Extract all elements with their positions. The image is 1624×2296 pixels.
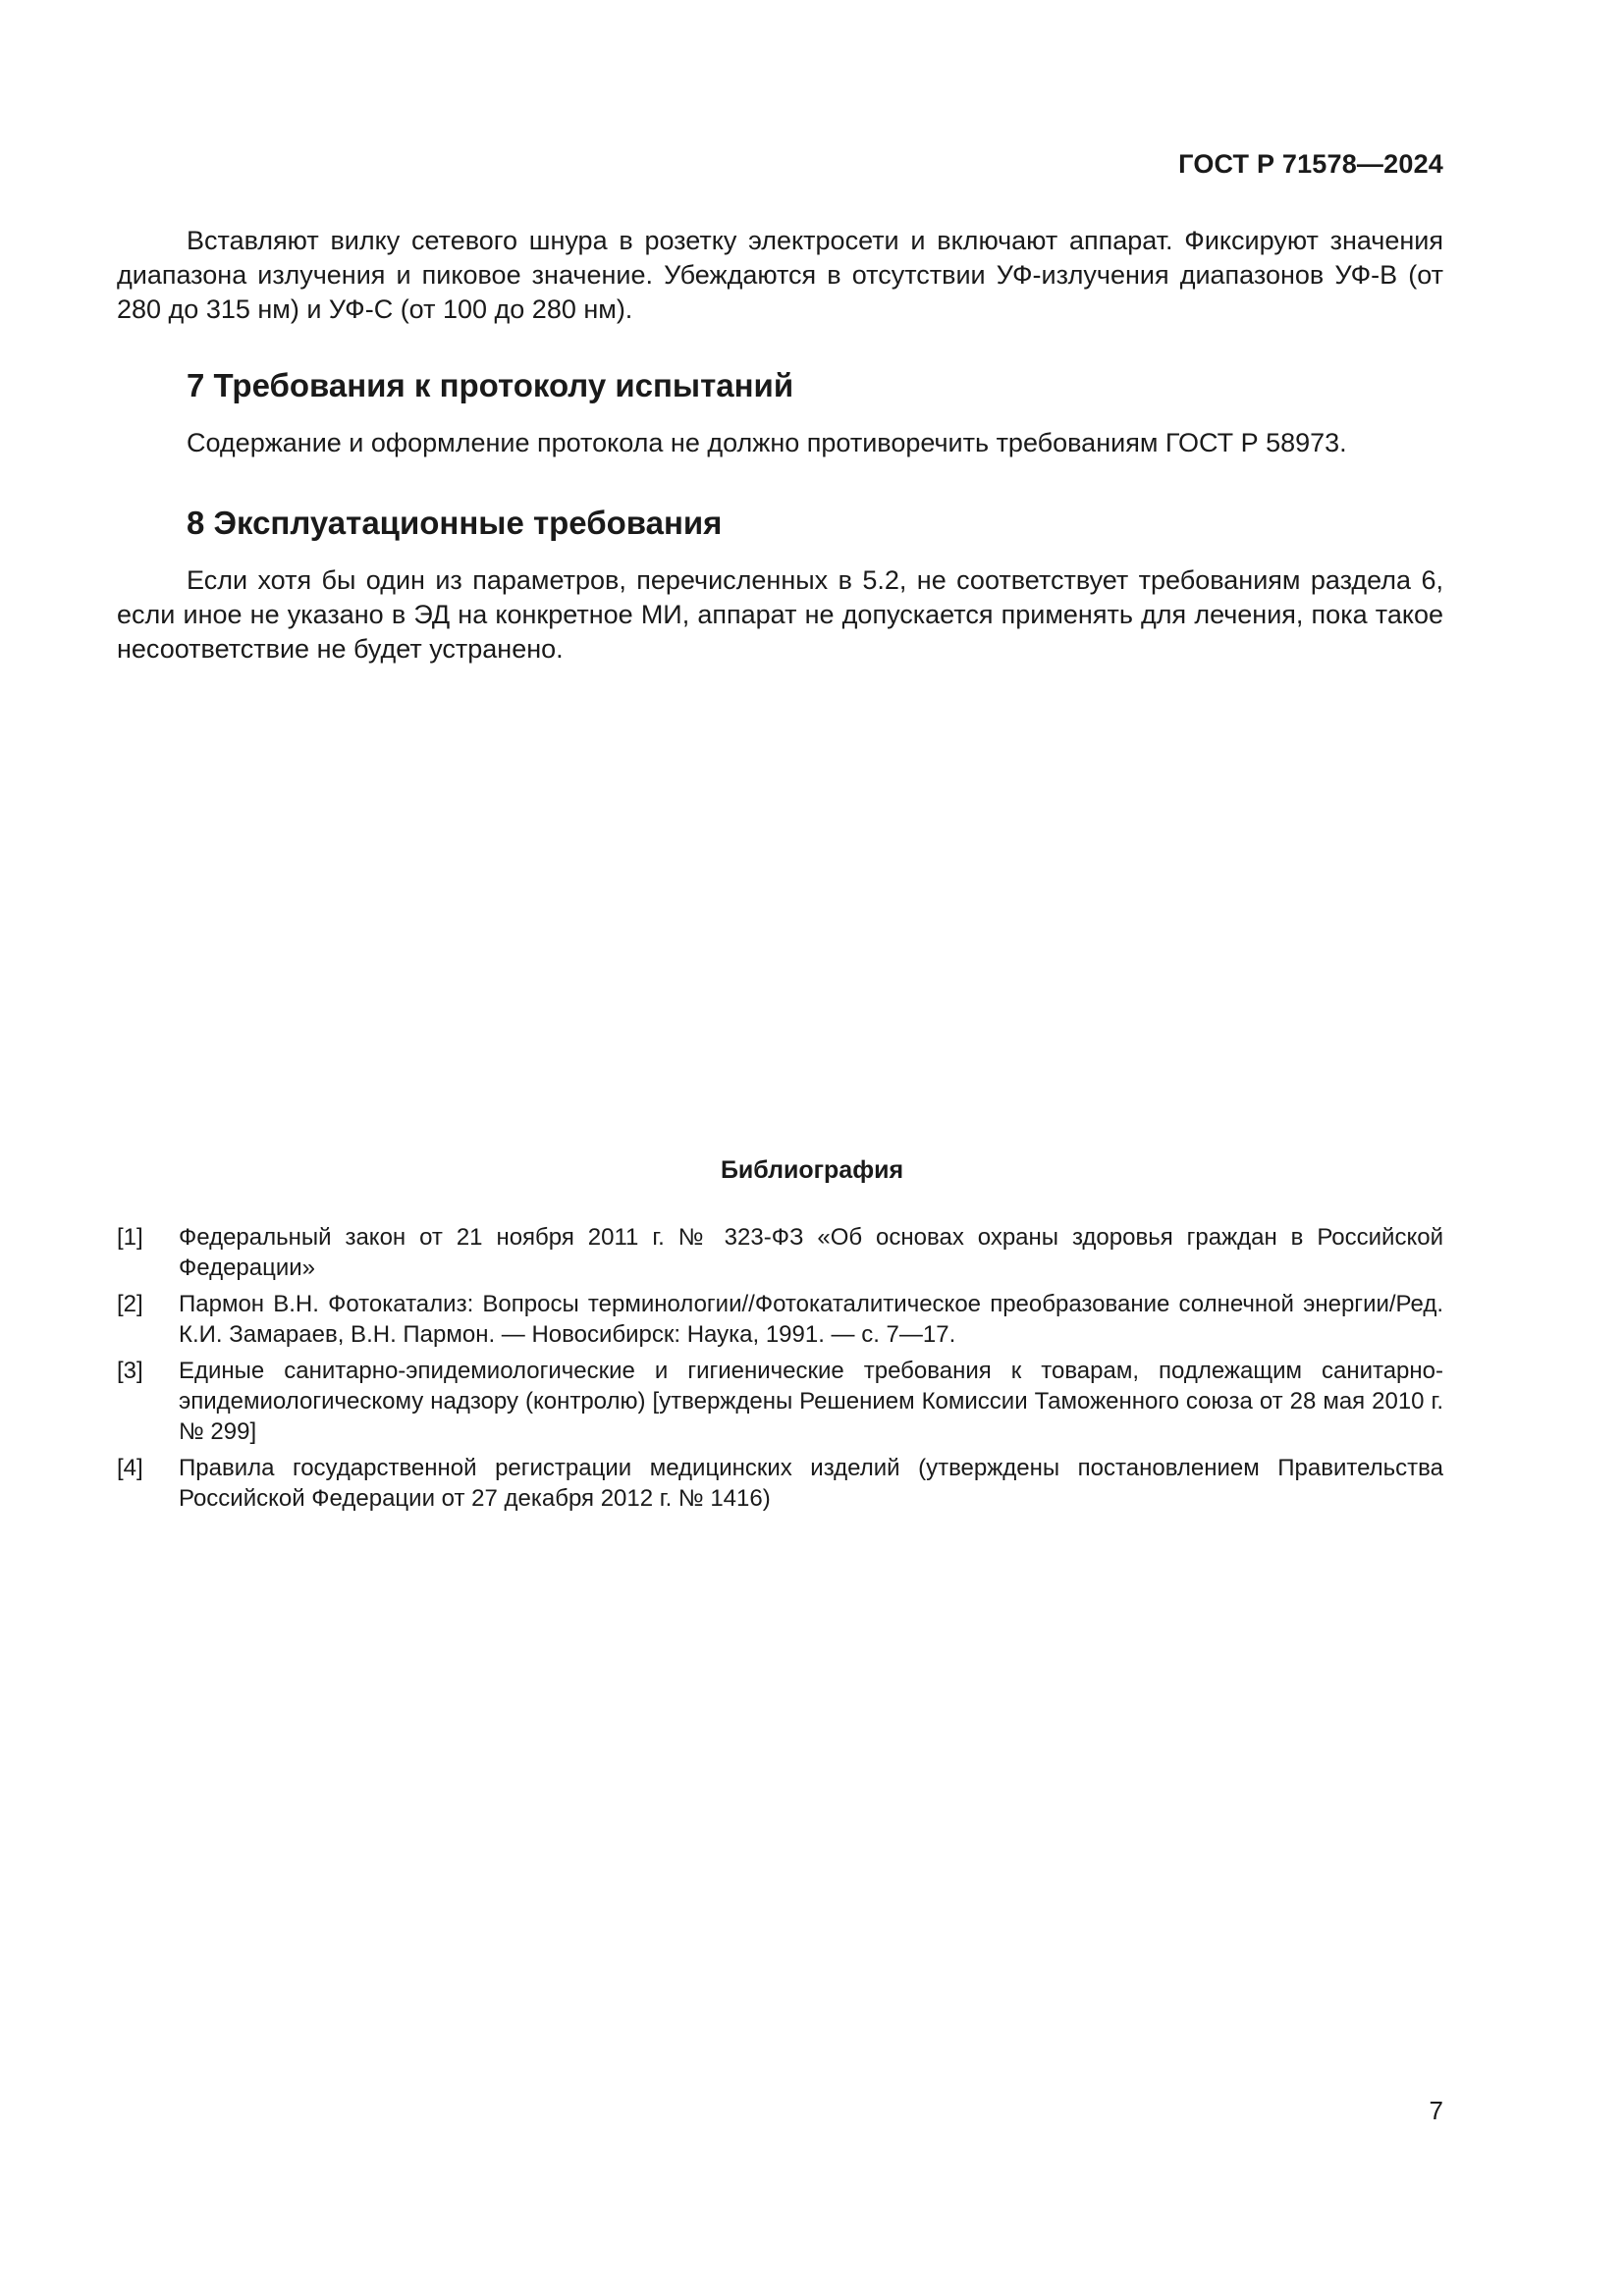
page-number: 7 (1429, 2096, 1443, 2125)
bibliography-item (117, 1222, 1443, 1283)
bibliography-item-number: [4] (117, 1455, 143, 1481)
section-8-paragraph: Если хотя бы один из параметров, перечисленных в 5.2, не соответствует требованиям раздела 6, если иное не указано в ЭД на конкретное МИ, аппарат не допускается применять для лечения, пока такое несоответствие не будет устранено. (117, 565, 1443, 664)
bibliography-item (117, 1356, 1443, 1447)
bibliography-item-text: Единые санитарно-эпидемиологические и гигиенические требования к товарам, подлежащим санитарно-эпидемиологическому надзору (контролю) [утверждены Решением Комиссии Таможенного союза от 28 мая 2010 г. № 299] (179, 1358, 1443, 1445)
bibliography-title: Библиография (720, 1156, 904, 1184)
bibliography-item-text: Пармон В.Н. Фотокатализ: Вопросы терминологии//Фотокаталитическое преобразование солнечной энергии/Ред. К.И. Замараев, В.Н. Пармон. — Новосибирск: Наука, 1991. — с. 7—17. (179, 1291, 1443, 1348)
bibliography-item-number: [3] (117, 1358, 143, 1384)
section-7-heading: 7 Требования к протоколу испытаний (187, 367, 794, 403)
section-8 (117, 504, 1443, 543)
bibliography-item-number: [2] (117, 1291, 143, 1317)
document-code-header: ГОСТ Р 71578—2024 (1178, 149, 1443, 179)
bibliography-item-text: Правила государственной регистрации медицинских изделий (утверждены постановлением Правительства Российской Федерации от 27 декабря 2012 г. № 1416) (179, 1455, 1443, 1512)
bibliography-item-text: Федеральный закон от 21 ноября 2011 г. № 323-ФЗ «Об основах охраны здоровья граждан в Российской Федерации» (179, 1224, 1443, 1281)
section-8-body (117, 563, 1443, 667)
section-8-heading: 8 Эксплуатационные требования (187, 505, 723, 541)
bibliography-item-number: [1] (117, 1224, 143, 1251)
bibliography-item (117, 1289, 1443, 1350)
bibliography-item (117, 1453, 1443, 1514)
bibliography-list (117, 1222, 1443, 1520)
intro-block (117, 224, 1443, 327)
section-7 (117, 366, 1443, 405)
section-7-paragraph: Содержание и оформление протокола не должно противоречить требованиям ГОСТ Р 58973. (187, 428, 1347, 457)
section-7-body (117, 426, 1443, 460)
intro-paragraph: Вставляют вилку сетевого шнура в розетку электросети и включают аппарат. Фиксируют значения диапазона излучения и пиковое значение. Убеждаются в отсутствии УФ-излучения диапазонов УФ-В (от 280 до 315 нм) и УФ-С (от 100 до 280 нм). (117, 226, 1443, 324)
